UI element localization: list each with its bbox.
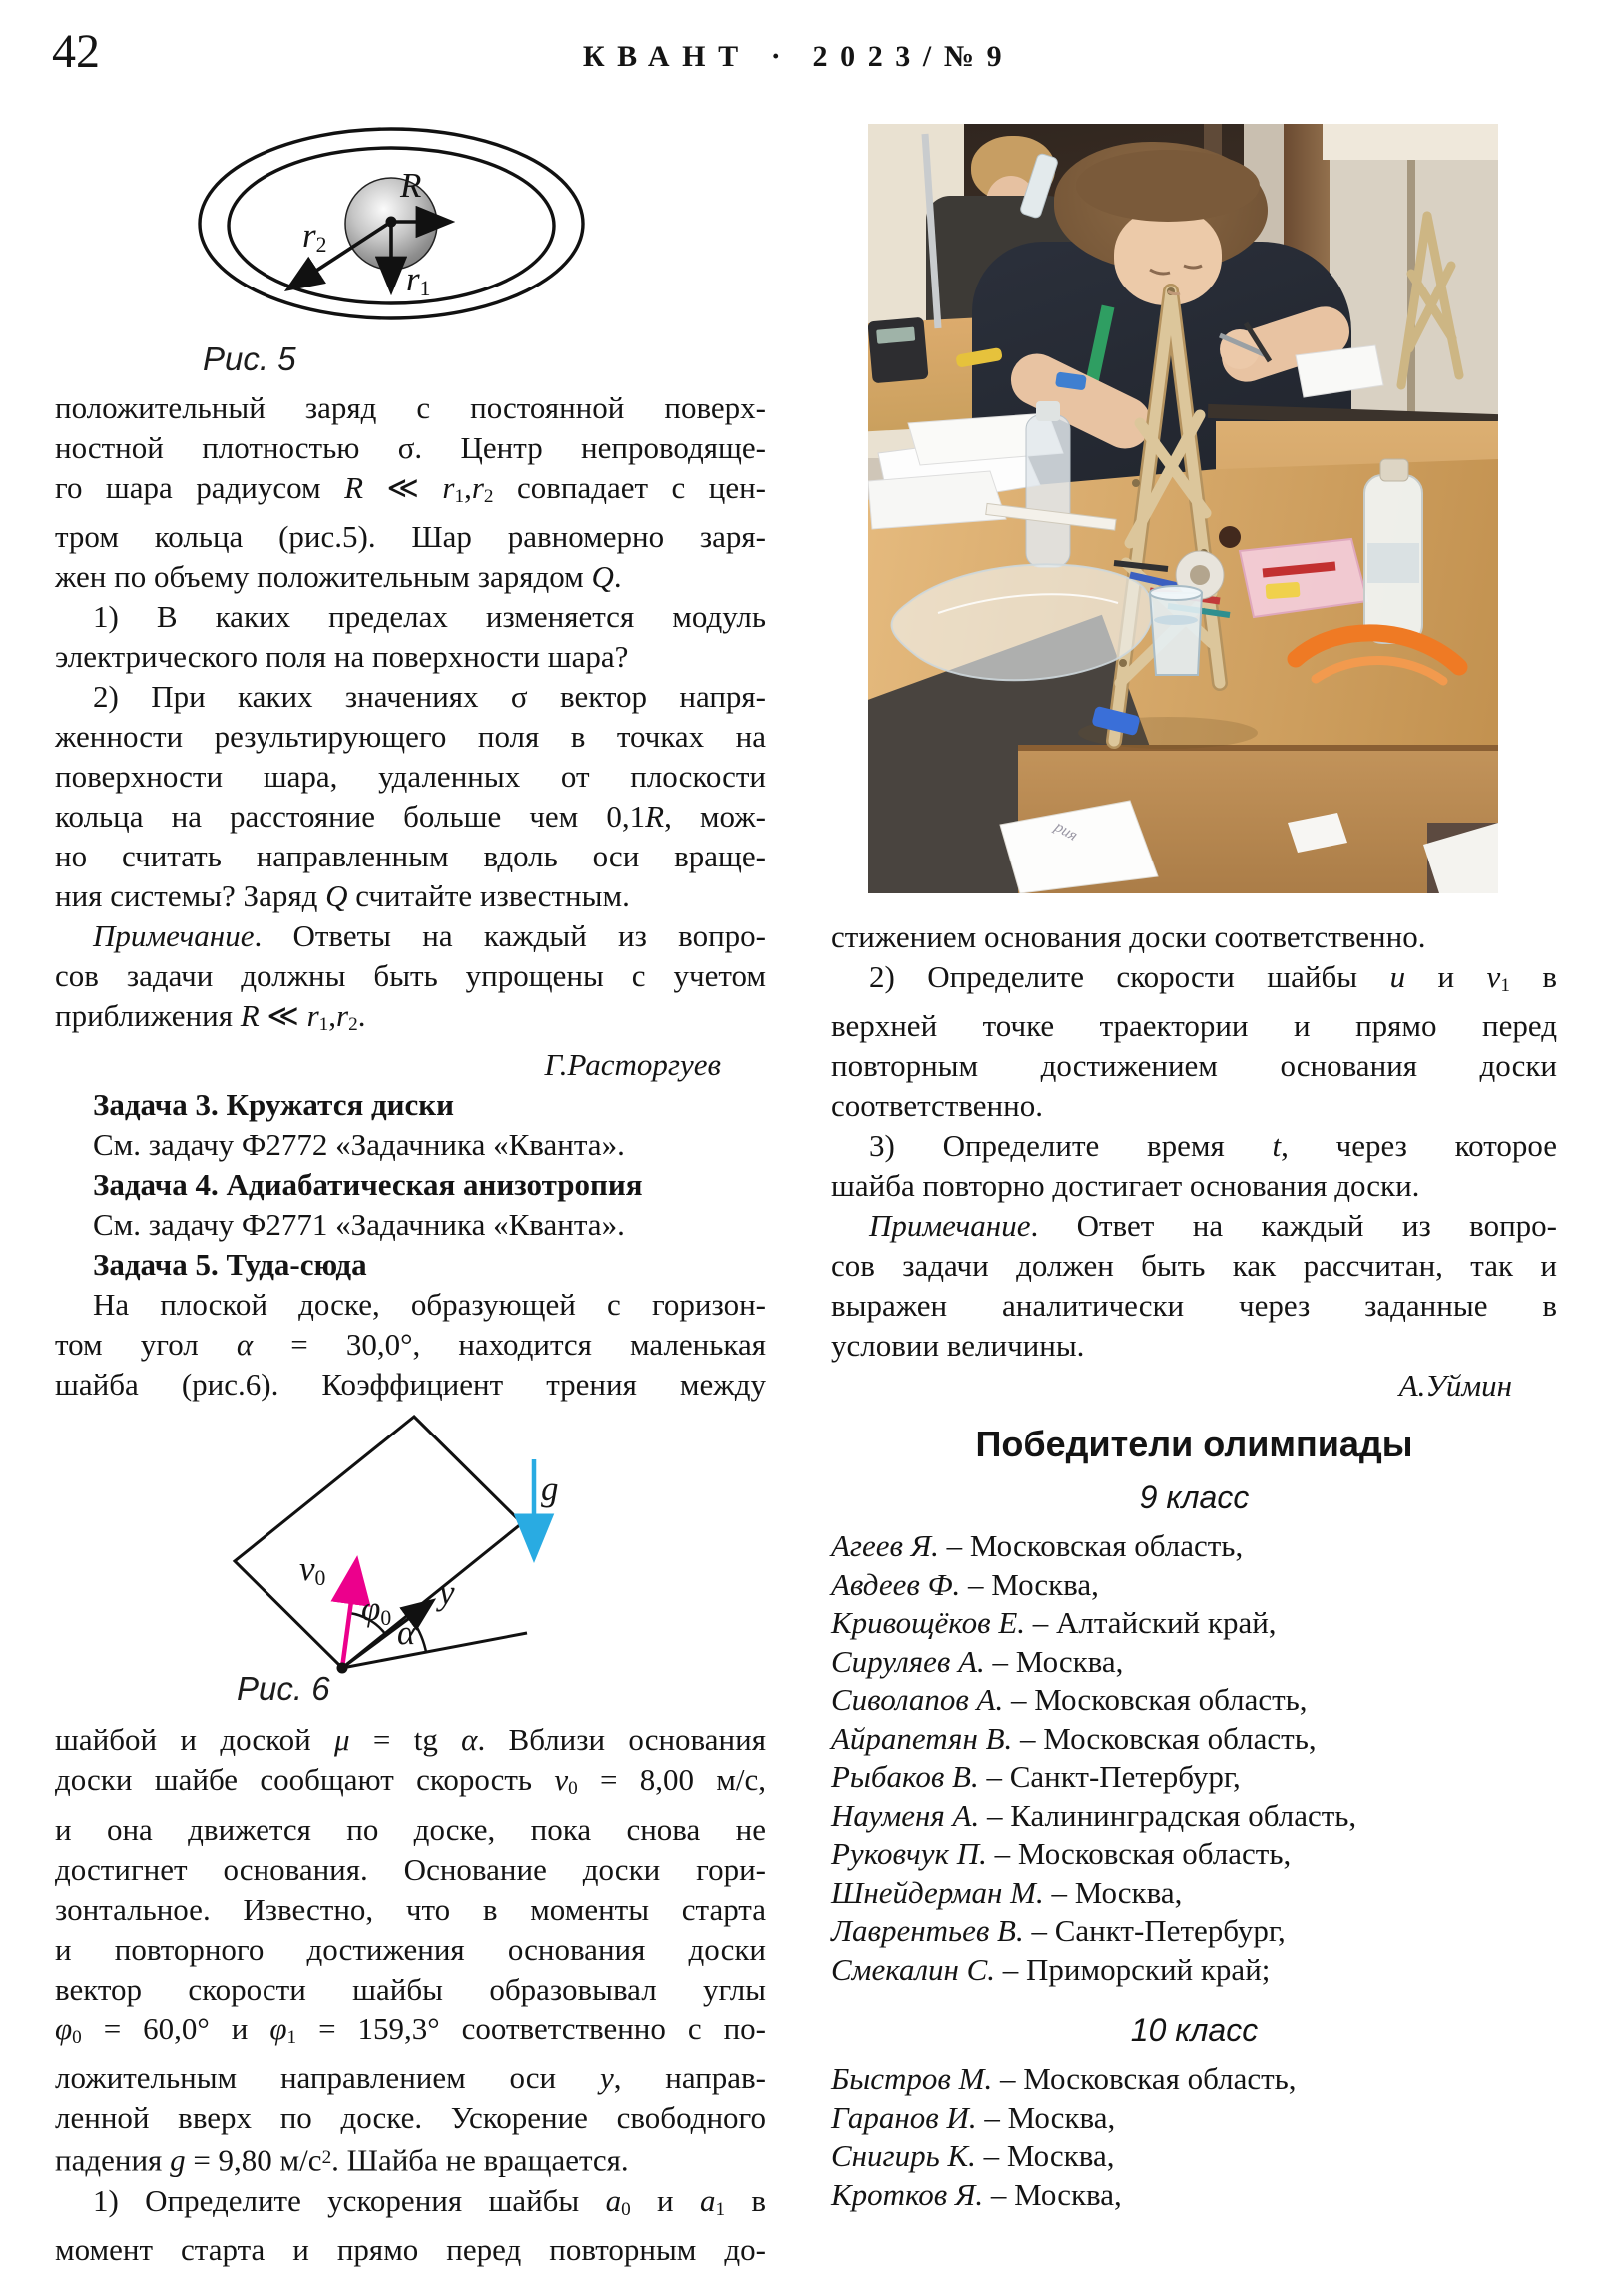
winner-region: – Московская область, — [1003, 1682, 1308, 1718]
winner-name: Агеев Я. — [831, 1528, 939, 1564]
text-line: ностной плотностью σ. Центр непроводяще- — [55, 430, 766, 465]
sup-decor: 2 — [321, 2146, 332, 2168]
sub-decor: 1 — [715, 2198, 726, 2220]
winner-name: Сиволапов А. — [831, 1682, 1004, 1718]
fig6-label-alpha — [397, 1613, 416, 1653]
winner-entry — [831, 2137, 1557, 2176]
author-name: Г.Расторгуев — [544, 1047, 721, 1083]
winner-region: – Московская область, — [1012, 1720, 1317, 1756]
text-line: женности результирующего поля в точках на — [55, 719, 766, 755]
fig6-label-g — [541, 1469, 559, 1509]
winner-entry — [831, 1835, 1557, 1874]
text-line: поверхности шара, удаленных от плоскости — [55, 759, 766, 795]
fig5-label-R — [400, 166, 422, 205]
text-line: верхней точке траектории и прямо перед — [831, 1008, 1557, 1044]
problem-title: Задача 4. Адиабатическая анизотропия — [93, 1167, 643, 1203]
i-decor: g — [541, 1469, 559, 1509]
winner-entry — [831, 1912, 1557, 1951]
winner-entry — [831, 1951, 1557, 1990]
i-decor: y — [599, 2059, 614, 2095]
winner-name: Лаврентьев В. — [831, 1913, 1024, 1949]
olympiad-photo — [868, 124, 1498, 893]
rect-decor — [955, 347, 1003, 368]
fig5-drawing — [143, 91, 642, 342]
winner-entry — [831, 1604, 1557, 1643]
text-line: доски шайбе сообщают скорость $v_0 = 8,00$ м/с, — [55, 1762, 766, 1800]
line-decor — [1114, 563, 1168, 569]
i-decor: R — [344, 470, 364, 505]
i-decor: y — [439, 1573, 455, 1613]
i-decor: u — [1389, 959, 1406, 994]
right-column — [831, 85, 1557, 2214]
right-text-block — [831, 917, 1557, 1406]
winner-name: Смекалин С. — [831, 1951, 996, 1987]
text-line: тром кольца (рис.5). Шар равномерно заря- — [55, 519, 766, 555]
photo-items — [868, 124, 1498, 893]
winner-region: – Санкт-Петербург, — [978, 1759, 1241, 1795]
winner-name: Рыбаков В. — [831, 1759, 979, 1795]
text-line: На плоской доске, образующей с горизон- — [93, 1287, 766, 1323]
text-line: См. задачу Ф2772 «Задачника «Кванта». — [93, 1127, 625, 1163]
fig5-label-r1 — [406, 260, 431, 305]
winner-name: Руковчук П. — [831, 1836, 987, 1872]
winner-entry — [831, 1797, 1557, 1836]
rect-decor — [1367, 543, 1419, 583]
winner-region: – Москва, — [975, 2138, 1115, 2174]
text-line: ленной вверх по доске. Ускорение свободного — [55, 2099, 766, 2135]
winner-name: Науменя А. — [831, 1797, 980, 1833]
text-line: стижением основания доски соответственно. — [831, 919, 1426, 954]
winner-region: – Приморский край; — [995, 1951, 1271, 1987]
left-text-block-2 — [55, 1720, 766, 2269]
text-line: вектор скорости шайбы образовывал углы — [55, 1971, 766, 2007]
text-line: зонтальное. Известно, что в моменты старта — [55, 1891, 766, 1927]
i-decor: v — [554, 1762, 569, 1798]
fig6-drawing — [140, 1407, 639, 1706]
winner-name: Кривощёков Е. — [831, 1605, 1026, 1641]
grade-heading: 10 класс — [1130, 2012, 1259, 2049]
i-decor: r — [336, 998, 349, 1034]
winner-entry — [831, 2176, 1557, 2215]
winner-entry — [831, 1643, 1557, 1682]
i-decor: v — [299, 1549, 315, 1589]
path-decor — [1316, 660, 1443, 681]
i-decor: r — [302, 216, 316, 255]
i-decor: α — [397, 1613, 416, 1653]
rect-decor — [1055, 371, 1087, 390]
rect-decor — [1380, 459, 1408, 481]
i-decor: φ — [269, 2010, 287, 2046]
text-line: Примечание. Ответ на каждый из вопро- — [869, 1208, 1557, 1244]
rect-decor — [1026, 415, 1070, 567]
polygon-decor — [1000, 801, 1158, 893]
text-line: шайба повторно достигает основания доски. — [831, 1168, 1420, 1204]
winner-entry — [831, 1527, 1557, 1566]
text-line: сов задачи должны быть упрощены с учетом — [55, 958, 766, 994]
i-decor: μ — [334, 1722, 350, 1758]
winners-list — [831, 1477, 1557, 2214]
text-line: Примечание. Ответы на каждый из вопро- — [93, 918, 766, 954]
text-line: кольца на расстояние больше чем 0,1R, мож- — [55, 799, 766, 835]
winner-region: – Калининградская область, — [979, 1797, 1357, 1833]
photo-paper-text: рия — [1051, 818, 1081, 845]
winner-entry — [831, 1874, 1557, 1913]
i-decor: R — [645, 799, 665, 835]
text-line: условии величины. — [831, 1328, 1085, 1364]
page-number: 42 — [52, 25, 100, 78]
i-decor: g — [170, 2142, 186, 2178]
winner-entry — [831, 2099, 1557, 2138]
text-line: соответственно. — [831, 1088, 1043, 1124]
i-decor: r — [306, 998, 319, 1034]
circle-decor — [1119, 659, 1127, 667]
i-decor: t — [1272, 1128, 1282, 1164]
winner-name: Шнейдерман М. — [831, 1874, 1044, 1910]
winner-name: Снигирь К. — [831, 2138, 976, 2174]
path-decor — [1150, 593, 1202, 675]
polygon-decor — [1288, 813, 1347, 853]
text-line: шайба (рис.6). Коэффициент трения между — [55, 1367, 766, 1403]
sub-decor: 0 — [621, 2198, 631, 2220]
sub-decor: 0 — [72, 2026, 82, 2048]
i-decor: a — [699, 2182, 716, 2218]
line-decor — [925, 134, 938, 328]
sub-decor: 2 — [315, 232, 327, 257]
winner-name: Гаранов И. — [831, 2099, 977, 2135]
winner-entry — [831, 1758, 1557, 1797]
winner-name: Быстров М. — [831, 2061, 993, 2097]
winner-region: – Московская область, — [992, 2061, 1297, 2097]
ellipse-decor — [1154, 615, 1198, 625]
text-line: повторным достижением основания доски — [831, 1048, 1557, 1084]
winner-entry — [831, 1681, 1557, 1720]
problem-title: Задача 5. Туда-сюда — [93, 1247, 367, 1283]
circle-decor — [1190, 565, 1210, 585]
figure-6 — [55, 1407, 766, 1720]
fig6-label-phi0 — [361, 1589, 392, 1635]
i-decor: φ — [55, 2010, 73, 2046]
polygon-decor — [1240, 539, 1367, 617]
text-line: момент старта и прямо перед повторным до- — [55, 2231, 766, 2267]
sub-decor: 1 — [419, 276, 431, 300]
text-line: 2) При каких значениях σ вектор напря- — [93, 679, 766, 715]
sub-decor: 0 — [568, 1778, 578, 1800]
winner-region: – Москва, — [960, 1566, 1099, 1602]
i-decor: r — [406, 260, 420, 298]
journal-title: КВАНТ · 2023/№9 — [582, 40, 1015, 73]
winner-group-list — [831, 2060, 1557, 2214]
text-line: го шара радиусом R ≪ $r_1,r_2$ совпадает с цен- — [55, 470, 766, 508]
sub-decor: 1 — [318, 1014, 329, 1036]
fig5-caption: Рис. 5 — [203, 340, 296, 377]
g-decor — [1401, 216, 1459, 385]
polygon-decor — [868, 471, 1006, 529]
i-decor: v — [1486, 959, 1501, 994]
text-line: электрического поля на поверхности шара? — [55, 639, 629, 675]
text-line: 2) Определите скорости шайбы u и $v_1$ в — [869, 959, 1558, 997]
text-line: сов задачи должен быть как рассчитан, так и — [831, 1248, 1557, 1284]
i-decor: r — [442, 470, 455, 505]
sub-decor: 1 — [1500, 975, 1510, 997]
fig6-caption: Рис. 6 — [237, 1670, 330, 1708]
winners-title: Победители олимпиады — [975, 1424, 1413, 1465]
polygon-decor — [1296, 345, 1383, 397]
author-name: А.Уймин — [1398, 1368, 1512, 1404]
i-decor: Q — [591, 559, 614, 595]
path-decor — [892, 564, 1153, 680]
text-line: 1) В каких пределах изменяется модуль — [93, 599, 766, 635]
circle-decor — [1132, 479, 1140, 487]
text-line: приближения R ≪ $r_1,r_2$. — [55, 998, 366, 1036]
problem-title: Задача 3. Кружатся диски — [93, 1087, 455, 1123]
sub-decor: 0 — [314, 1566, 326, 1591]
rect-decor — [868, 317, 929, 384]
text-line: и повторного достижения основания доски — [55, 1931, 766, 1967]
text-line: выражен аналитически через заданные в — [831, 1288, 1557, 1324]
i-decor: α — [461, 1722, 478, 1758]
fig6-v0-arrow — [342, 1564, 356, 1668]
fig5-label-r2 — [302, 216, 327, 262]
fig6-label-y — [439, 1573, 455, 1613]
winner-region: – Москва, — [976, 2099, 1116, 2135]
rect-decor — [1266, 582, 1301, 599]
winner-region: – Москва, — [983, 2176, 1122, 2212]
winner-name: Айрапетян В. — [831, 1720, 1013, 1756]
circle-decor — [1219, 526, 1241, 548]
fig6-label-v0 — [299, 1549, 326, 1595]
winner-region: – Москва, — [984, 1643, 1124, 1679]
text-line: $\varphi_0 = 60,0^\circ$ и $\varphi_1 = 159,3^\circ$ соответственно с по- — [55, 2010, 766, 2048]
winner-region: – Алтайский край, — [1025, 1605, 1277, 1641]
sub-decor: 1 — [454, 486, 465, 508]
i-decor: α — [236, 1327, 254, 1363]
i-decor: Примечание — [869, 1208, 1031, 1244]
text-line: См. задачу Ф2771 «Задачника «Кванта». — [93, 1207, 625, 1243]
left-column — [55, 85, 766, 2270]
text-line: падения g = 9,80 $м/с^2$. Шайба не вращается. — [55, 2142, 629, 2178]
sub-decor: 1 — [286, 2026, 297, 2048]
i-decor: R — [240, 998, 260, 1034]
winner-region: – Московская область, — [938, 1528, 1244, 1564]
winner-entry — [831, 1720, 1557, 1759]
left-text-block-1 — [55, 388, 766, 1405]
winner-name: Кротков Я. — [831, 2176, 984, 2212]
ellipse-decor — [1150, 586, 1202, 600]
text-line: ложительным направлением оси y, направ- — [55, 2059, 766, 2095]
winner-name: Авдеев Ф. — [831, 1566, 961, 1602]
figure-5 — [55, 91, 766, 388]
rect-decor — [1036, 401, 1060, 421]
text-line: и она движется по доске, пока снова не — [55, 1811, 766, 1847]
grade-heading: 9 класс — [1139, 1479, 1250, 1516]
text-line: 3) Определите время t, через которое — [869, 1128, 1557, 1164]
winner-entry — [831, 1566, 1557, 1605]
text-line: ния системы? Заряд Q считайте известным. — [55, 878, 630, 914]
path-decor — [1184, 266, 1202, 268]
text-line: жен по объему положительным зарядом Q. — [55, 559, 622, 595]
text-line: том угол α = 30,0°, находится маленькая — [55, 1327, 767, 1363]
fig6-origin-dot — [337, 1663, 348, 1674]
i-decor: r — [471, 470, 484, 505]
i-decor: Q — [325, 878, 348, 914]
sub-decor: 2 — [483, 486, 494, 508]
winner-entry — [831, 2060, 1557, 2099]
i-decor: R — [400, 166, 422, 205]
fig5-center-dot — [386, 217, 397, 228]
text-line: шайбой и доской μ = tg α. Вблизи основания — [55, 1722, 766, 1758]
winner-region: – Москва, — [1043, 1874, 1183, 1910]
i-decor: a — [605, 2182, 622, 2218]
winner-region: – Санкт-Петербург, — [1023, 1913, 1286, 1949]
text-line: достигнет основания. Основание доски гори- — [55, 1851, 766, 1887]
polygon-decor — [1423, 823, 1498, 893]
sub-decor: 2 — [348, 1014, 358, 1036]
fig6-horizontal-line — [342, 1633, 527, 1668]
text-line: но считать направленным вдоль оси враще- — [55, 839, 766, 874]
path-decor — [1150, 270, 1170, 274]
winner-region: – Московская область, — [986, 1836, 1292, 1872]
winner-name: Сируляев А. — [831, 1643, 985, 1679]
i-decor: φ — [361, 1589, 381, 1629]
winner-group-list — [831, 1527, 1557, 1989]
text-line: 1) Определите ускорения шайбы $a_0$ и $a_1$ в — [93, 2182, 767, 2220]
sub-decor: 0 — [380, 1606, 392, 1631]
i-decor: Примечание — [93, 918, 255, 954]
text-line: положительный заряд с постоянной поверх- — [55, 390, 766, 425]
